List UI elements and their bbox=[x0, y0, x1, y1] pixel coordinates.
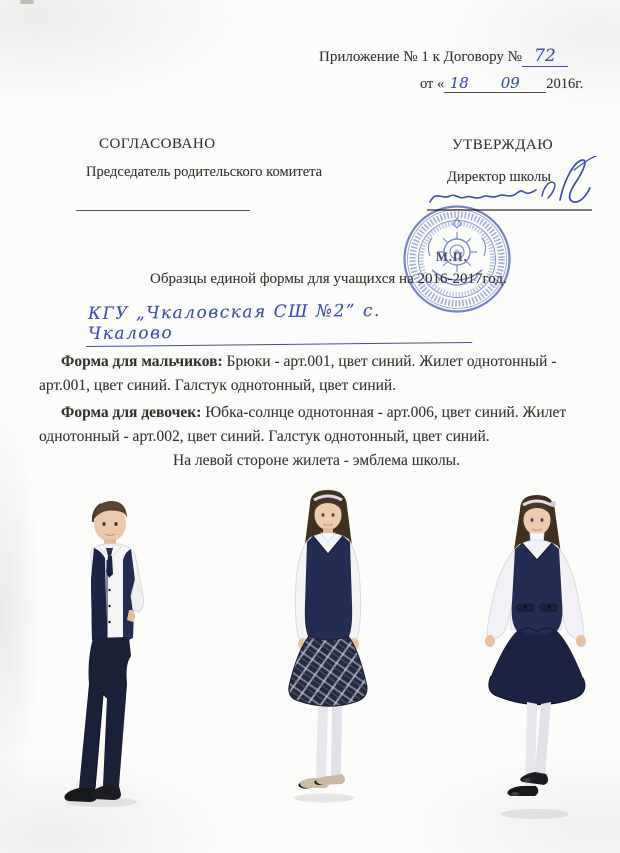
appendix-label: Приложение № 1 к Договору № bbox=[319, 49, 522, 65]
boys-uniform-text: Брюки - арт.001, цвет синий. Жилет однотонный - арт.001, цвет синий. Галстук однотонный, цвет синий. bbox=[39, 353, 557, 394]
appendix-number-handwritten: 72 bbox=[534, 46, 556, 66]
photo-boy-uniform bbox=[55, 488, 160, 810]
date-year: 2016г. bbox=[546, 76, 584, 92]
scan-artifact bbox=[20, 0, 34, 4]
photo-girl-navy-skirt bbox=[465, 490, 600, 822]
girls-uniform-label: Форма для девочек: bbox=[61, 404, 202, 421]
school-name-handwritten: КГУ „Чкаловская СШ №2” с. Чкалово bbox=[86, 300, 472, 347]
date-prefix: от « bbox=[420, 76, 445, 92]
date-month-handwritten: 09 bbox=[500, 74, 520, 92]
school-seal-stamp bbox=[402, 204, 512, 314]
approved-subtitle: Директор школы bbox=[447, 169, 551, 185]
date-day-handwritten: 18 bbox=[449, 74, 469, 92]
agreed-title: СОГЛАСОВАНО bbox=[99, 136, 216, 152]
date-line bbox=[420, 76, 583, 93]
approved-title: УТВЕРЖДАЮ bbox=[452, 137, 554, 153]
seal-mp-mark: М.П. bbox=[436, 250, 468, 264]
appendix-line bbox=[319, 48, 568, 67]
boys-uniform-label: Форма для мальчиков: bbox=[61, 353, 223, 370]
girls-uniform-text: Юбка-солнце однотонная - арт.006, цвет синий. Жилет однотонный - арт.002, цвет синий. Галстук однотонный, цвет синий. bbox=[39, 404, 567, 445]
document-title: Образцы единой формы для учащихся на 2016-2017год. bbox=[150, 271, 507, 287]
emblem-note: На левой стороне жилета - эмблема школы. bbox=[173, 452, 460, 469]
chairman-signature-line bbox=[76, 209, 250, 211]
girls-uniform-paragraph bbox=[39, 401, 591, 449]
boys-uniform-paragraph bbox=[39, 350, 591, 398]
agreed-subtitle: Председатель родительского комитета bbox=[86, 164, 323, 180]
photo-girl-plaid-skirt bbox=[258, 486, 373, 808]
